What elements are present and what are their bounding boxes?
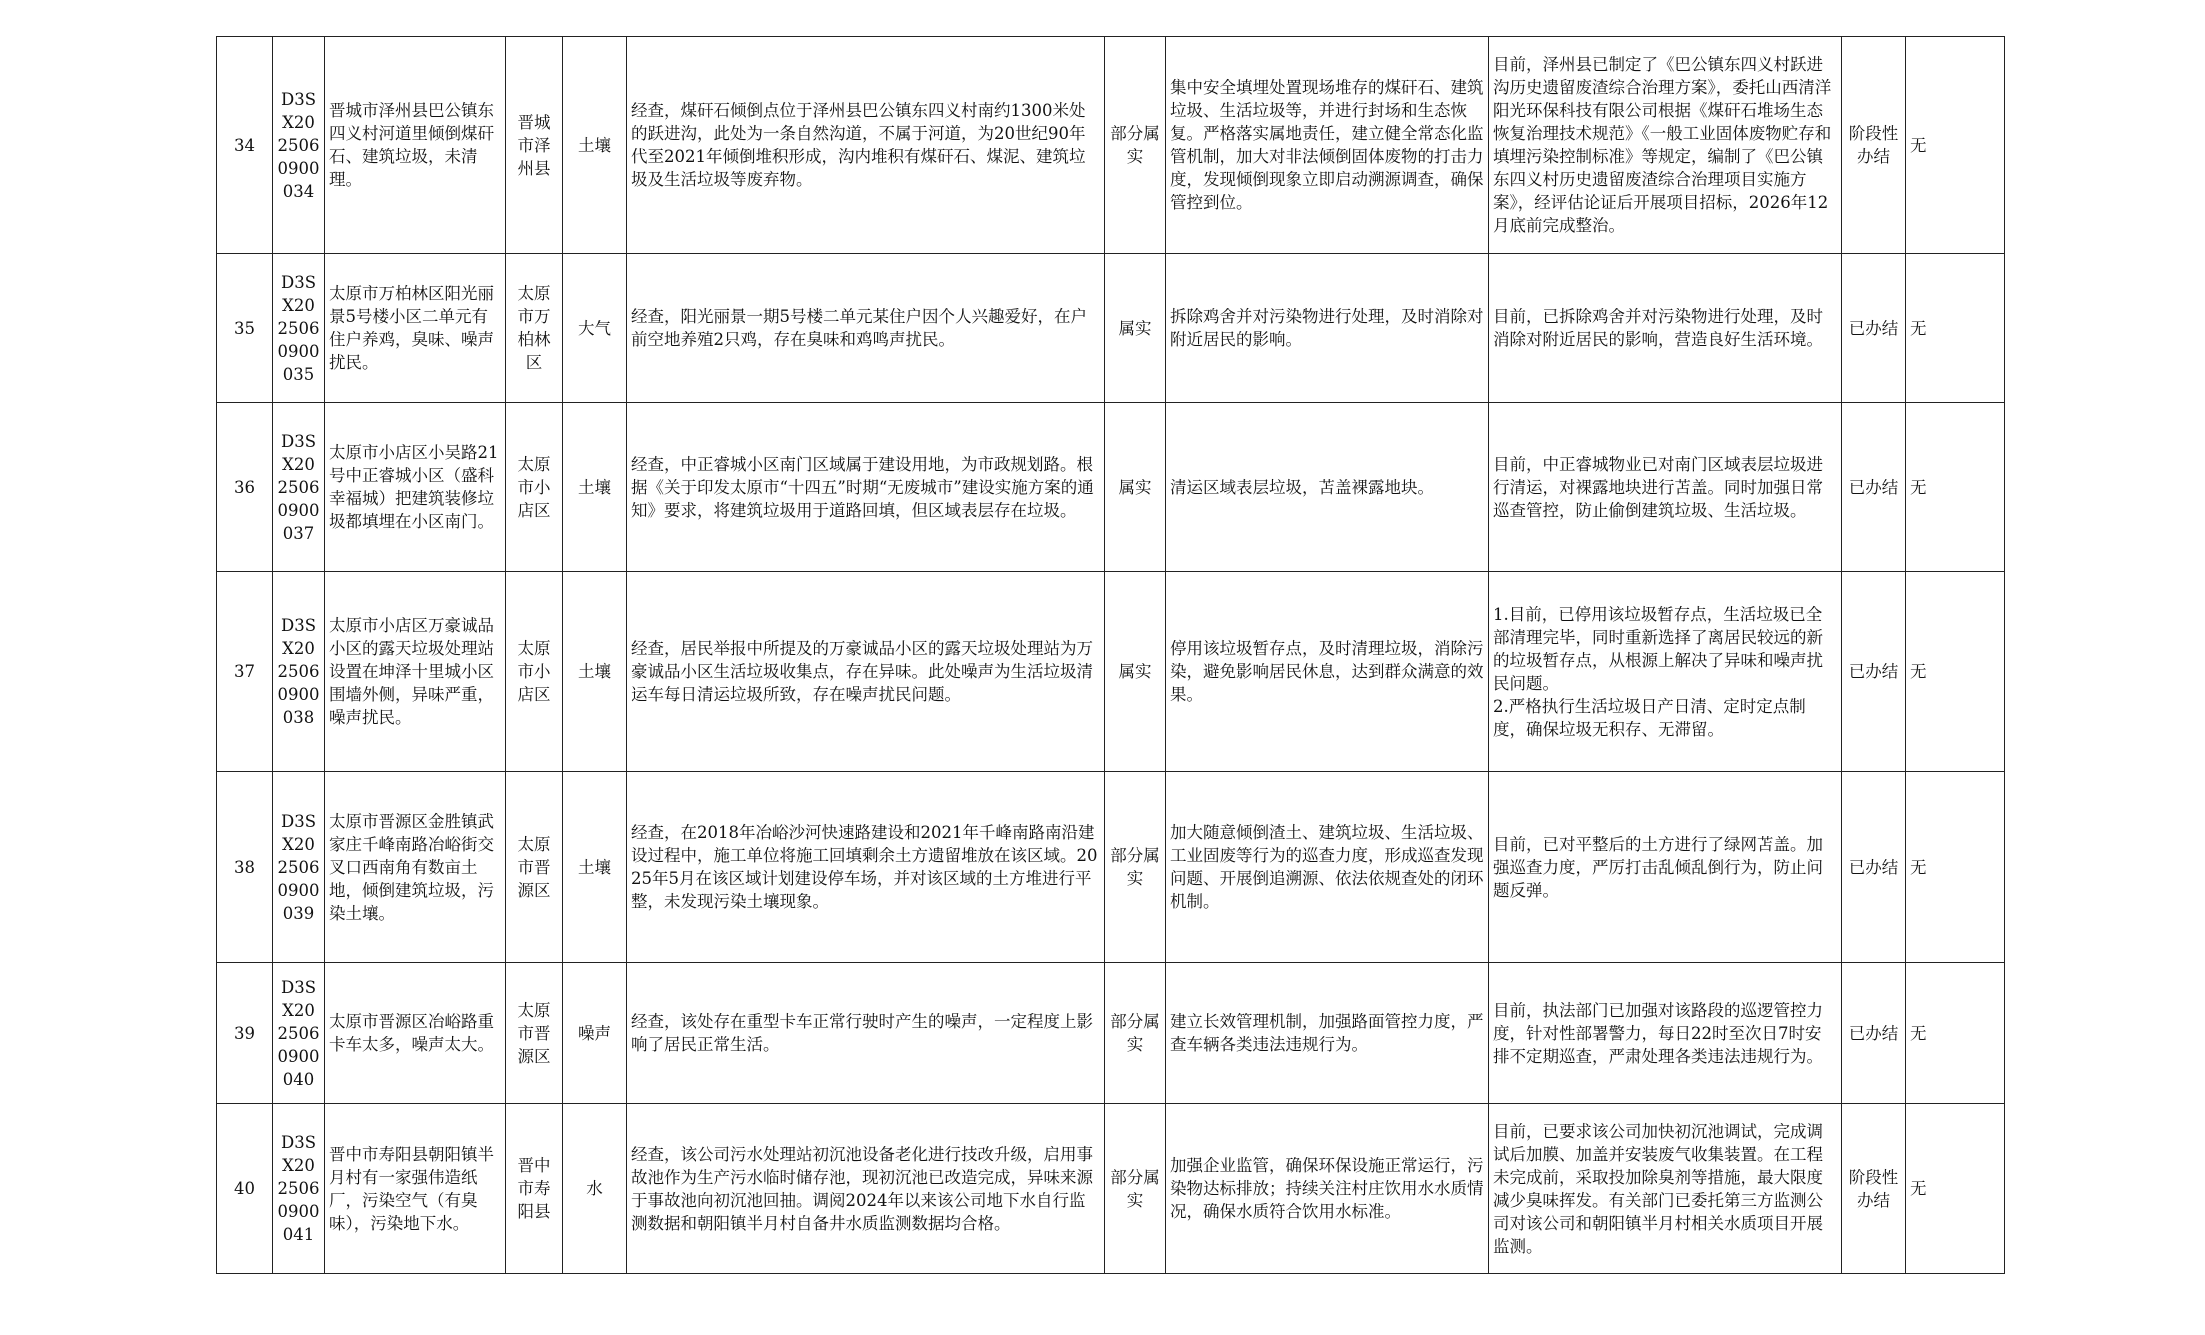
- accountability-cell: 无: [1906, 37, 2005, 254]
- completion-status-cell: 已办结: [1842, 572, 1906, 772]
- completion-status-cell: 阶段性办结: [1842, 1104, 1906, 1274]
- verification-result-cell: 属实: [1105, 254, 1166, 403]
- complaint-content-cell: 太原市小店区小吴路21号中正睿城小区（盛科幸福城）把建筑装修垃圾都填埋在小区南门。: [325, 403, 506, 572]
- table-row: [217, 254, 2005, 403]
- investigation-finding-cell: 经查，煤矸石倾倒点位于泽州县巴公镇东四义村南约1300米处的跃进沟，此处为一条自然沟道，不属于河道，为20世纪90年代至2021年倾倒堆积形成，沟内堆积有煤矸石、煤泥、建筑垃圾及生活垃圾等废弃物。: [627, 37, 1105, 254]
- pollution-type-cell: 噪声: [563, 963, 627, 1104]
- investigation-finding-cell: 经查，中正睿城小区南门区域属于建设用地，为市政规划路。根据《关于印发太原市“十四五”时期“无废城市”建设实施方案的通知》要求，将建筑垃圾用于道路回填，但区域表层存在垃圾。: [627, 403, 1105, 572]
- administrative-area-cell: 太原市晋源区: [506, 963, 563, 1104]
- accountability-cell: 无: [1906, 772, 2005, 963]
- accountability-cell: 无: [1906, 963, 2005, 1104]
- administrative-area-cell: 太原市万柏林区: [506, 254, 563, 403]
- row-number-cell: 35: [217, 254, 273, 403]
- progress-line: 目前，已对平整后的土方进行了绿网苫盖。加强巡查力度，严厉打击乱倾乱倒行为，防止问题反弹。: [1493, 834, 1823, 900]
- accountability-cell: 无: [1906, 1104, 2005, 1274]
- rectification-progress-cell: [1489, 1104, 1842, 1274]
- table-row: [217, 37, 2005, 254]
- case-code-cell: D3SX2025060900035: [273, 254, 325, 403]
- investigation-finding-cell: 经查，该公司污水处理站初沉池设备老化进行技改升级，启用事故池作为生产污水临时储存池，现初沉池已改造完成，异味来源于事故池向初沉池回抽。调阅2024年以来该公司地下水自行监测数据和朝阳镇半月村自备井水质监测数据均合格。: [627, 1104, 1105, 1274]
- row-number-cell: 36: [217, 403, 273, 572]
- table-row: [217, 403, 2005, 572]
- completion-status-cell: 已办结: [1842, 772, 1906, 963]
- complaint-table: [216, 36, 2005, 1274]
- verification-result-cell: 部分属实: [1105, 37, 1166, 254]
- progress-line: 目前，已拆除鸡舍并对污染物进行处理，及时消除对附近居民的影响，营造良好生活环境。: [1493, 307, 1823, 349]
- administrative-area-cell: 晋中市寿阳县: [506, 1104, 563, 1274]
- verification-result-cell: 部分属实: [1105, 963, 1166, 1104]
- row-number-cell: 37: [217, 572, 273, 772]
- rectification-progress-cell: [1489, 572, 1842, 772]
- rectification-measures-cell: 拆除鸡舍并对污染物进行处理，及时消除对附近居民的影响。: [1166, 254, 1489, 403]
- rectification-measures-cell: 集中安全填埋处置现场堆存的煤矸石、建筑垃圾、生活垃圾等，并进行封场和生态恢复。严格落实属地责任，建立健全常态化监管机制，加大对非法倾倒固体废物的打击力度，发现倾倒现象立即启动溯源调查，确保管控到位。: [1166, 37, 1489, 254]
- rectification-progress-cell: [1489, 963, 1842, 1104]
- accountability-cell: 无: [1906, 403, 2005, 572]
- completion-status-cell: 已办结: [1842, 254, 1906, 403]
- pollution-type-cell: 土壤: [563, 37, 627, 254]
- accountability-cell: 无: [1906, 254, 2005, 403]
- complaint-content-cell: 太原市小店区万豪诚品小区的露天垃圾处理站设置在坤泽十里城小区围墙外侧，异味严重，噪声扰民。: [325, 572, 506, 772]
- rectification-measures-cell: 建立长效管理机制，加强路面管控力度，严查车辆各类违法违规行为。: [1166, 963, 1489, 1104]
- rectification-measures-cell: 清运区域表层垃圾，苫盖裸露地块。: [1166, 403, 1489, 572]
- progress-line: 2.严格执行生活垃圾日产日清、定时定点制度，确保垃圾无积存、无滞留。: [1493, 696, 1806, 739]
- complaint-content-cell: 晋中市寿阳县朝阳镇半月村有一家强伟造纸厂，污染空气（有臭味），污染地下水。: [325, 1104, 506, 1274]
- table-row: [217, 572, 2005, 772]
- pollution-type-cell: 大气: [563, 254, 627, 403]
- pollution-type-cell: 土壤: [563, 772, 627, 963]
- investigation-finding-cell: 经查，阳光丽景一期5号楼二单元某住户因个人兴趣爱好，在户前空地养殖2只鸡，存在臭味和鸡鸣声扰民。: [627, 254, 1105, 403]
- table-row: [217, 1104, 2005, 1274]
- administrative-area-cell: 太原市小店区: [506, 403, 563, 572]
- rectification-measures-cell: 停用该垃圾暂存点，及时清理垃圾，消除污染，避免影响居民休息，达到群众满意的效果。: [1166, 572, 1489, 772]
- table-row: [217, 772, 2005, 963]
- rectification-progress-cell: [1489, 403, 1842, 572]
- row-number-cell: 34: [217, 37, 273, 254]
- case-code-cell: D3SX2025060900040: [273, 963, 325, 1104]
- case-code-cell: D3SX2025060900037: [273, 403, 325, 572]
- progress-line: 目前，已要求该公司加快初沉池调试，完成调试后加膜、加盖并安装废气收集装置。在工程未完成前，采取投加除臭剂等措施，最大限度减少臭味挥发。有关部门已委托第三方监测公司对该公司和朝阳镇半月村相关水质项目开展监测。: [1493, 1121, 1823, 1256]
- row-number-cell: 39: [217, 963, 273, 1104]
- accountability-cell: 无: [1906, 572, 2005, 772]
- investigation-finding-cell: 经查，居民举报中所提及的万豪诚品小区的露天垃圾处理站为万豪诚品小区生活垃圾收集点，存在异味。此处噪声为生活垃圾清运车每日清运垃圾所致，存在噪声扰民问题。: [627, 572, 1105, 772]
- case-code-cell: D3SX2025060900038: [273, 572, 325, 772]
- progress-line: 目前，执法部门已加强对该路段的巡逻管控力度，针对性部署警力，每日22时至次日7时安排不定期巡查，严肃处理各类违法违规行为。: [1493, 1000, 1823, 1066]
- table-body: [217, 37, 2005, 1274]
- administrative-area-cell: 太原市小店区: [506, 572, 563, 772]
- rectification-measures-cell: 加强企业监管，确保环保设施正常运行，污染物达标排放；持续关注村庄饮用水水质情况，确保水质符合饮用水标准。: [1166, 1104, 1489, 1274]
- progress-line: 目前，泽州县已制定了《巴公镇东四义村跃进沟历史遗留废渣综合治理方案》，委托山西清洋阳光环保科技有限公司根据《煤矸石堆场生态恢复治理技术规范》《一般工业固体废物贮存和填埋污染控制标准》等规定，编制了《巴公镇东四义村历史遗留废渣综合治理项目实施方案》，经评估论证后开展项目招标，2026年12月底前完成整治。: [1493, 55, 1832, 235]
- progress-line: 1.目前，已停用该垃圾暂存点，生活垃圾已全部清理完毕，同时重新选择了离居民较远的新的垃圾暂存点，从根源上解决了异味和噪声扰民问题。: [1493, 604, 1823, 693]
- verification-result-cell: 部分属实: [1105, 1104, 1166, 1274]
- table-row: [217, 963, 2005, 1104]
- row-number-cell: 38: [217, 772, 273, 963]
- case-code-cell: D3SX2025060900041: [273, 1104, 325, 1274]
- case-code-cell: D3SX2025060900034: [273, 37, 325, 254]
- complaint-content-cell: 太原市晋源区冶峪路重卡车太多，噪声太大。: [325, 963, 506, 1104]
- pollution-type-cell: 土壤: [563, 403, 627, 572]
- verification-result-cell: 部分属实: [1105, 772, 1166, 963]
- complaint-content-cell: 太原市万柏林区阳光丽景5号楼小区二单元有住户养鸡，臭味、噪声扰民。: [325, 254, 506, 403]
- completion-status-cell: 已办结: [1842, 403, 1906, 572]
- rectification-progress-cell: [1489, 254, 1842, 403]
- case-code-cell: D3SX2025060900039: [273, 772, 325, 963]
- progress-line: 目前，中正睿城物业已对南门区域表层垃圾进行清运，对裸露地块进行苫盖。同时加强日常巡查管控，防止偷倒建筑垃圾、生活垃圾。: [1493, 454, 1823, 520]
- rectification-measures-cell: 加大随意倾倒渣土、建筑垃圾、生活垃圾、工业固废等行为的巡查力度，形成巡查发现问题、开展倒追溯源、依法依规查处的闭环机制。: [1166, 772, 1489, 963]
- administrative-area-cell: 晋城市泽州县: [506, 37, 563, 254]
- verification-result-cell: 属实: [1105, 572, 1166, 772]
- verification-result-cell: 属实: [1105, 403, 1166, 572]
- row-number-cell: 40: [217, 1104, 273, 1274]
- completion-status-cell: 已办结: [1842, 963, 1906, 1104]
- investigation-finding-cell: 经查，在2018年冶峪沙河快速路建设和2021年千峰南路南沿建设过程中，施工单位将施工回填剩余土方遗留堆放在该区域。2025年5月在该区域计划建设停车场，并对该区域的土方堆进行平整，未发现污染土壤现象。: [627, 772, 1105, 963]
- pollution-type-cell: 土壤: [563, 572, 627, 772]
- administrative-area-cell: 太原市晋源区: [506, 772, 563, 963]
- complaint-content-cell: 晋城市泽州县巴公镇东四义村河道里倾倒煤矸石、建筑垃圾，未清理。: [325, 37, 506, 254]
- complaint-content-cell: 太原市晋源区金胜镇武家庄千峰南路冶峪街交叉口西南角有数亩土地，倾倒建筑垃圾，污染土壤。: [325, 772, 506, 963]
- rectification-progress-cell: [1489, 37, 1842, 254]
- completion-status-cell: 阶段性办结: [1842, 37, 1906, 254]
- pollution-type-cell: 水: [563, 1104, 627, 1274]
- investigation-finding-cell: 经查，该处存在重型卡车正常行驶时产生的噪声，一定程度上影响了居民正常生活。: [627, 963, 1105, 1104]
- rectification-progress-cell: [1489, 772, 1842, 963]
